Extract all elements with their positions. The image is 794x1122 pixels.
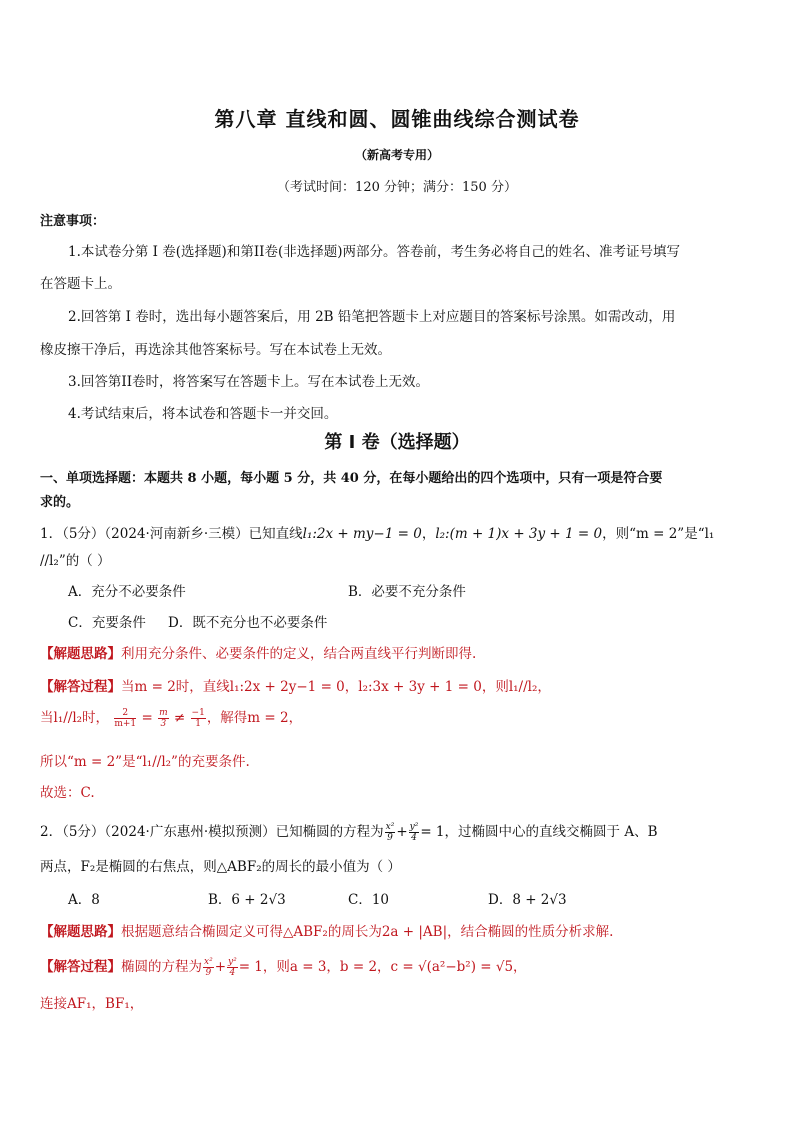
- q1-hint-text: 利用充分条件、必要条件的定义，结合两直线平行判断即得.: [121, 646, 477, 662]
- q2-process: [40, 955, 527, 978]
- q2-process-frac-x: [203, 957, 214, 978]
- q2-plus: +: [396, 824, 408, 840]
- q1-frac-1-num: 2: [114, 708, 136, 719]
- notice-item-4: 4.考试结束后，将本试卷和答题卡一并交回。: [68, 406, 338, 422]
- question-2-stem-cont: 两点，F₂是椭圆的右焦点，则△ABF₂的周长的最小值为（ ）: [40, 859, 401, 875]
- q1-frac-2-den: 3: [160, 719, 167, 729]
- q2-frac-x: [385, 822, 396, 843]
- notice-item-2: 2.回答第 I 卷时，选出每小题答案后，用 2B 铅笔把答题卡上对应题目的答案标号涂黑。如需改动，用: [68, 309, 676, 325]
- q1-option-c: C．充要条件: [68, 615, 146, 631]
- q1-option-a: A．充分不必要条件: [68, 584, 186, 600]
- q2-option-c: C．10: [348, 892, 390, 908]
- q1-process-line3: 所以“m = 2”是“l₁//l₂”的充要条件.: [40, 754, 250, 770]
- q1-suffix: ，则“m = 2”是“l₁: [602, 526, 715, 542]
- exam-time-info: （考试时间：120 分钟；满分：150 分）: [277, 180, 517, 195]
- section-instruction: 一、单项选择题：本题共 8 小题，每小题 5 分，共 40 分，在每小题给出的四个选项中，只有一项是符合要: [40, 471, 663, 486]
- q1-hint-label: 【解题思路】: [40, 646, 121, 662]
- q2-option-b: B．6 + 2√3: [208, 892, 286, 908]
- q2-process-frac-y-num: y²: [228, 957, 237, 967]
- q2-suffix: ，过椭圆中心的直线交椭圆于 A、B: [444, 824, 658, 840]
- q1-process-label: 【解答过程】: [40, 679, 121, 695]
- q1-frac-2: [158, 708, 169, 729]
- q1-option-d: D．既不充分也不必要条件: [168, 615, 328, 631]
- q1-option-b: B．必要不充分条件: [348, 584, 466, 600]
- q1-sep: ，: [421, 526, 436, 542]
- q1-process-line2-post: ，解得m = 2，: [206, 710, 303, 726]
- q1-frac-3-num: −1: [191, 708, 205, 718]
- q2-process-frac-x-den: 9: [205, 968, 212, 978]
- q1-eq-sign: =: [141, 710, 153, 726]
- notice-heading: 注意事项：: [40, 214, 106, 229]
- page-subtitle: （新高考专用）: [354, 148, 439, 162]
- part-one-title: 第 I 卷（选择题）: [324, 432, 470, 453]
- question-2-stem: [40, 820, 658, 843]
- q1-frac-2-num: m: [159, 708, 168, 718]
- question-1-stem-cont: //l₂”的（ ）: [40, 553, 111, 569]
- q1-answer: 故选：C.: [40, 785, 95, 801]
- q1-process-line2-pre: 当l₁//l₂时，: [40, 710, 110, 726]
- q2-process-plus: +: [214, 959, 226, 975]
- q1-line-l1: l₁:2x + my−1 = 0: [302, 526, 422, 542]
- q2-frac-y-den: 4: [411, 833, 417, 843]
- q2-process-frac-x-num: x²: [204, 957, 213, 967]
- q1-frac-1: [114, 708, 136, 729]
- q2-hint-label: 【解题思路】: [40, 924, 121, 940]
- notice-item-3: 3.回答第II卷时，将答案写在答题卡上。写在本试卷上无效。: [68, 374, 430, 390]
- notice-item-1: 1.本试卷分第 I 卷(选择题)和第II卷(非选择题)两部分。答卷前，考生务必将自己的姓名、准考证号填写: [68, 244, 681, 260]
- q1-process-line2: [40, 706, 302, 729]
- q2-option-a: A．8: [68, 892, 100, 908]
- q2-process-post: = 1，则a = 3，b = 2，c = √(a²−b²) = √5，: [238, 959, 527, 975]
- q2-hint: [40, 920, 613, 940]
- q2-option-d: D．8 + 2√3: [488, 892, 567, 908]
- q2-process-frac-y: [227, 957, 238, 978]
- q1-frac-3: [191, 708, 206, 729]
- q2-eq: = 1: [420, 824, 445, 840]
- q2-hint-text: 根据题意结合椭圆定义可得△ABF₂的周长为2a + |AB|，结合椭圆的性质分析求解.: [121, 924, 614, 940]
- page-title: 第八章 直线和圆、圆锥曲线综合测试卷: [214, 107, 580, 131]
- q2-frac-y: [409, 822, 420, 843]
- question-1-stem: [40, 522, 714, 542]
- q1-line-l2: l₂:(m + 1)x + 3y + 1 = 0: [435, 526, 603, 542]
- q2-process-label: 【解答过程】: [40, 959, 121, 975]
- q1-frac-1-den: m+1: [114, 719, 137, 729]
- q1-process: [40, 675, 551, 695]
- q2-frac-x-den: 9: [387, 833, 393, 843]
- q1-hint: [40, 642, 476, 662]
- q2-connect: 连接AF₁，BF₁，: [40, 996, 144, 1012]
- q2-process-pre: 椭圆的方程为: [121, 959, 202, 975]
- q1-prefix: 1．（5分）（2024·河南新乡·三模）已知直线: [40, 526, 303, 542]
- notice-item-1-cont: 在答题卡上。: [40, 276, 121, 292]
- notice-item-2-cont: 橡皮擦干净后，再选涂其他答案标号。写在本试卷上无效。: [40, 342, 391, 358]
- q2-process-frac-y-den: 4: [229, 968, 236, 978]
- q2-frac-y-num: y²: [409, 822, 419, 832]
- q1-process-line1: 当m = 2时，直线l₁:2x + 2y−1 = 0，l₂:3x + 3y + 1 = 0，则l₁//l₂，: [121, 679, 551, 695]
- q1-neq-sign: ≠: [173, 710, 186, 726]
- q1-frac-3-den: 1: [195, 719, 202, 729]
- section-instruction-cont: 求的。: [40, 495, 80, 510]
- q2-prefix: 2．（5分）（2024·广东惠州·模拟预测）已知椭圆的方程为: [40, 824, 384, 840]
- q2-frac-x-num: x²: [385, 822, 395, 832]
